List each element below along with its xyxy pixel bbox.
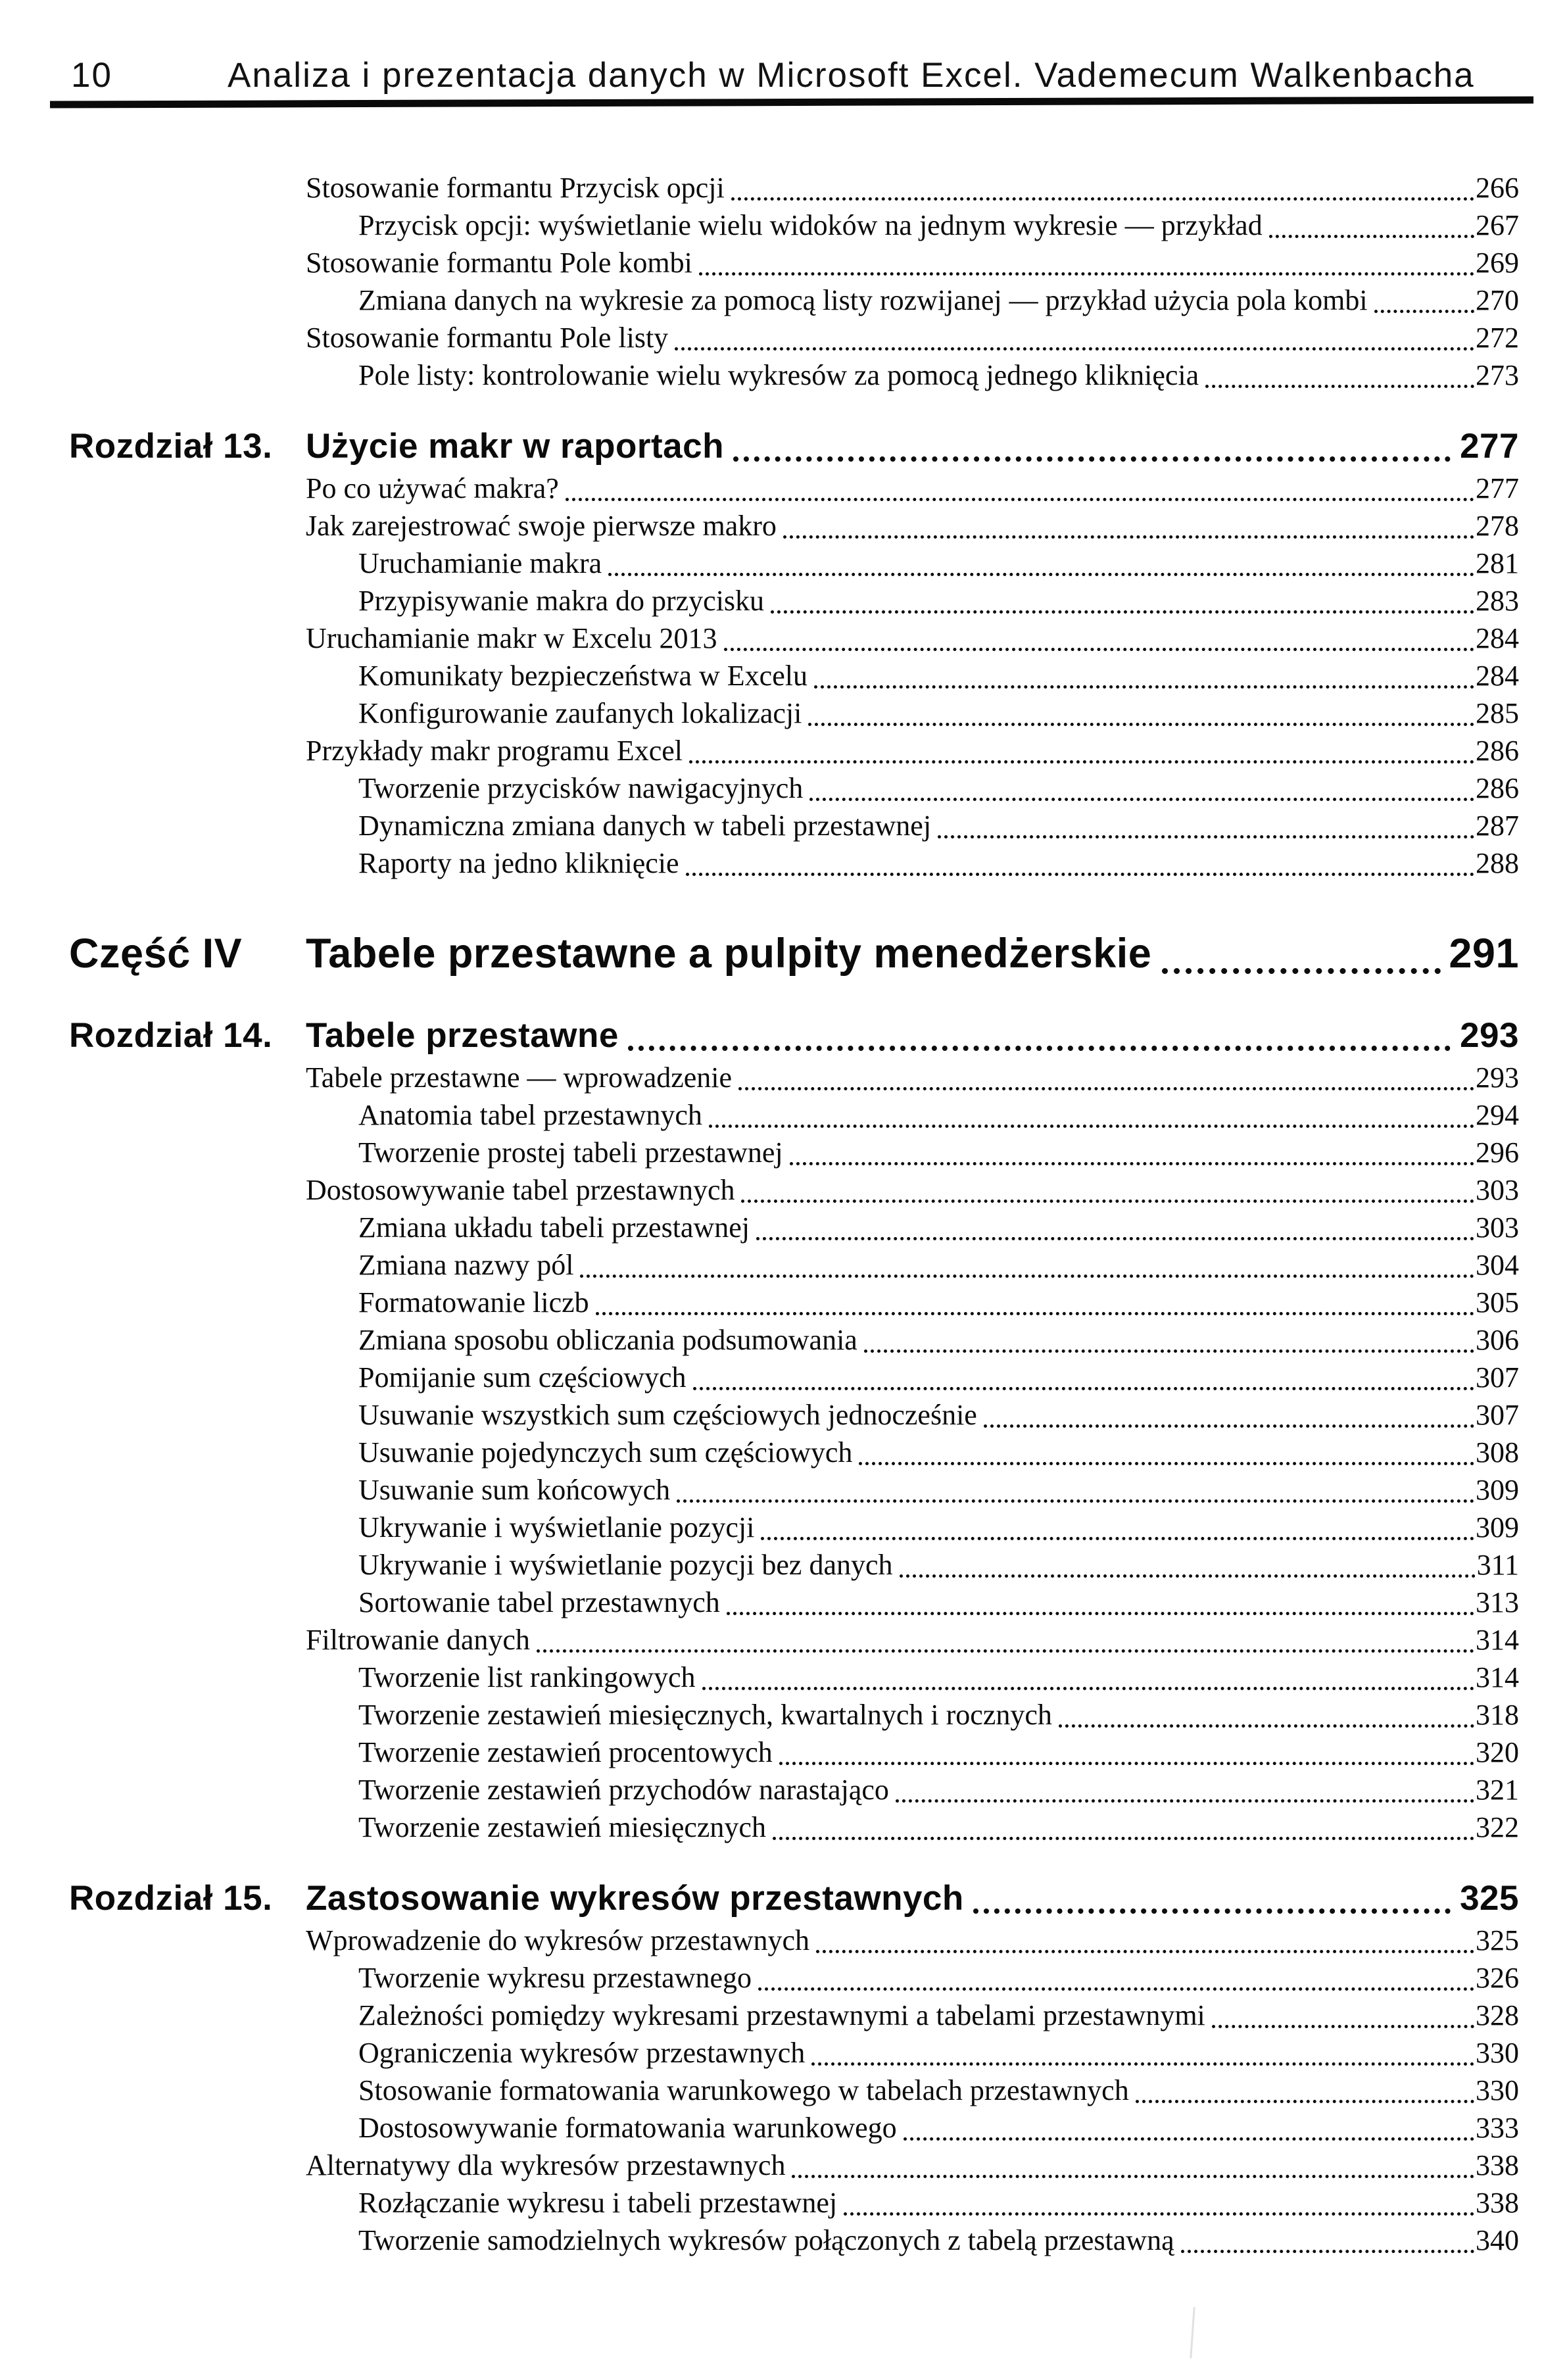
- toc-sections: [69, 169, 1519, 2259]
- toc-entry-page: 338: [1476, 2149, 1519, 2181]
- dot-leader: [675, 347, 1474, 351]
- toc-entry: [69, 732, 1519, 769]
- chapter-label: Rozdział 15.: [69, 1879, 273, 1918]
- dot-leader: [1205, 385, 1474, 388]
- toc-entry-page: 272: [1476, 322, 1519, 354]
- dot-leader: [537, 1649, 1474, 1653]
- toc-entry-title: Dostosowywanie tabel przestawnych: [306, 1174, 735, 1206]
- toc-entry-page: 330: [1476, 2074, 1519, 2106]
- toc-entry-page: 287: [1476, 810, 1519, 842]
- toc-entry: [69, 319, 1519, 356]
- toc-entry-page: 303: [1476, 1174, 1519, 1206]
- toc-entry: [69, 1584, 1519, 1621]
- dot-leader: [686, 873, 1474, 876]
- toc-entry-page: 307: [1476, 1361, 1519, 1394]
- toc-entry: [69, 2147, 1519, 2184]
- toc-entry: [69, 1809, 1519, 1846]
- dot-leader: [790, 1162, 1474, 1165]
- toc-entry-title: Zmiana nazwy pól: [358, 1249, 574, 1281]
- dot-leader: [779, 1762, 1474, 1765]
- toc-entry: [69, 1096, 1519, 1134]
- toc-entry: [69, 1696, 1519, 1734]
- toc-entry-title: Tworzenie zestawień przychodów narastająco: [358, 1774, 889, 1806]
- toc-entry-title: Uruchamianie makr w Excelu 2013: [306, 622, 717, 654]
- toc-entry: [69, 1959, 1519, 1997]
- running-header: [71, 55, 1528, 95]
- header-rule: [50, 96, 1533, 108]
- dot-leader: [733, 456, 1451, 462]
- dot-leader: [808, 723, 1474, 726]
- dot-leader: [1136, 2100, 1474, 2103]
- toc-entry-page: 286: [1476, 735, 1519, 767]
- dot-leader: [1212, 2025, 1474, 2028]
- chapter-title: Użycie makr w raportach: [306, 427, 724, 466]
- toc-chapter-heading: [69, 1013, 1519, 1059]
- toc-entry: [69, 1659, 1519, 1696]
- toc-entry-title: Uruchamianie makra: [358, 547, 602, 579]
- toc-entry: [69, 507, 1519, 545]
- chapter-label: Rozdział 13.: [69, 427, 273, 466]
- toc-entry: [69, 1246, 1519, 1284]
- toc-entry-page: 340: [1476, 2224, 1519, 2256]
- toc-entry-title: Wprowadzenie do wykresów przestawnych: [306, 1924, 810, 1956]
- toc-entry: [69, 2034, 1519, 2072]
- toc-entry-page: 307: [1476, 1399, 1519, 1431]
- toc-entry-page: 318: [1476, 1699, 1519, 1731]
- toc-entry-title: Konfigurowanie zaufanych lokalizacji: [358, 697, 802, 729]
- toc-entry: [69, 769, 1519, 807]
- toc-entry-page: 309: [1476, 1474, 1519, 1506]
- toc-entry-title: Tworzenie prostej tabeli przestawnej: [358, 1136, 783, 1169]
- toc-entry-page: 277: [1476, 472, 1519, 504]
- toc-entry-page: 305: [1476, 1286, 1519, 1319]
- chapter-page: 293: [1460, 1016, 1519, 1055]
- toc-entry: [69, 1284, 1519, 1321]
- dot-leader: [814, 685, 1474, 689]
- part-label: Część IV: [69, 931, 243, 977]
- toc-entry-page: 309: [1476, 1511, 1519, 1543]
- dot-leader: [727, 1612, 1474, 1615]
- toc-entry-title: Zmiana układu tabeli przestawnej: [358, 1211, 750, 1244]
- toc-entry-title: Po co używać makra?: [306, 472, 559, 504]
- dot-leader: [738, 1087, 1474, 1090]
- toc-entry: [69, 657, 1519, 694]
- dot-leader: [724, 648, 1474, 651]
- toc-entry-title: Raporty na jedno kliknięcie: [358, 847, 679, 879]
- toc-entry-title: Tworzenie samodzielnych wykresów połączonych z tabelą przestawną: [358, 2224, 1174, 2256]
- toc-entry: [69, 470, 1519, 507]
- toc-entry: [69, 244, 1519, 281]
- toc-entry-page: 328: [1476, 1999, 1519, 2031]
- toc-entry-title: Usuwanie sum końcowych: [358, 1474, 671, 1506]
- toc-entry-page: 322: [1476, 1811, 1519, 1843]
- toc-entry: [69, 1359, 1519, 1396]
- toc-entry-title: Przykłady makr programu Excel: [306, 735, 683, 767]
- dot-leader: [904, 2137, 1474, 2141]
- toc-entry-title: Tworzenie zestawień miesięcznych, kwartalnych i rocznych: [358, 1699, 1052, 1731]
- toc-entry-page: 330: [1476, 2037, 1519, 2069]
- dot-leader: [731, 197, 1474, 201]
- toc-entry-page: 284: [1476, 660, 1519, 692]
- scan-artifact: [1190, 2307, 1195, 2358]
- toc-entry-page: 267: [1476, 209, 1519, 241]
- dot-leader: [864, 1349, 1474, 1353]
- dot-leader: [756, 1237, 1474, 1240]
- toc-entry-title: Ukrywanie i wyświetlanie pozycji: [358, 1511, 755, 1543]
- toc-entry: [69, 1922, 1519, 1959]
- toc-entry-page: 314: [1476, 1624, 1519, 1656]
- chapter-title: Zastosowanie wykresów przestawnych: [306, 1879, 964, 1918]
- dot-leader: [973, 1908, 1451, 1914]
- dot-leader: [896, 1799, 1474, 1803]
- toc-entry-title: Tabele przestawne — wprowadzenie: [306, 1061, 733, 1094]
- dot-leader: [596, 1312, 1474, 1315]
- toc-entry: [69, 1771, 1519, 1809]
- dot-leader: [566, 498, 1474, 501]
- toc-entry-title: Tworzenie list rankingowych: [358, 1661, 696, 1693]
- toc-entry-title: Anatomia tabel przestawnych: [358, 1099, 702, 1131]
- toc-entry-title: Stosowanie formantu Pole listy: [306, 322, 669, 354]
- toc-entry-title: Alternatywy dla wykresów przestawnych: [306, 2149, 786, 2181]
- toc-entry: [69, 1321, 1519, 1359]
- toc-entry-title: Rozłączanie wykresu i tabeli przestawnej: [358, 2187, 838, 2219]
- toc-entry: [69, 1509, 1519, 1546]
- dot-leader: [741, 1200, 1474, 1203]
- dot-leader: [900, 1574, 1476, 1578]
- dot-leader: [783, 535, 1474, 539]
- toc-entry: [69, 1171, 1519, 1209]
- toc-entry-title: Ukrywanie i wyświetlanie pozycji bez danych: [358, 1549, 893, 1581]
- toc-entry: [69, 2109, 1519, 2147]
- dot-leader: [761, 1537, 1474, 1540]
- toc-entry-title: Dostosowywanie formatowania warunkowego: [358, 2112, 897, 2144]
- toc-part-heading: [69, 924, 1519, 983]
- dot-leader: [702, 1687, 1474, 1690]
- toc-entry-title: Przypisywanie makra do przycisku: [358, 585, 765, 617]
- toc-entry-title: Komunikaty bezpieczeństwa w Excelu: [358, 660, 808, 692]
- toc-entry-title: Zmiana sposobu obliczania podsumowania: [358, 1324, 857, 1356]
- dot-leader: [811, 2062, 1474, 2066]
- dot-leader: [809, 798, 1474, 801]
- toc-entry-title: Usuwanie pojedynczych sum częściowych: [358, 1436, 853, 1469]
- dot-leader: [709, 1125, 1474, 1128]
- toc-entry: [69, 1209, 1519, 1246]
- dot-leader: [1269, 235, 1474, 238]
- toc-entry-title: Formatowanie liczb: [358, 1286, 589, 1319]
- toc-entry-page: 266: [1476, 172, 1519, 204]
- dot-leader: [689, 760, 1474, 764]
- toc-entry: [69, 582, 1519, 619]
- toc-entry: [69, 1734, 1519, 1771]
- toc-entry-title: Dynamiczna zmiana danych w tabeli przestawnej: [358, 810, 932, 842]
- toc-entry: [69, 844, 1519, 882]
- toc-entry-title: Stosowanie formatowania warunkowego w tabelach przestawnych: [358, 2074, 1129, 2106]
- toc-entry-page: 296: [1476, 1136, 1519, 1169]
- part-page: 291: [1449, 931, 1519, 977]
- dot-leader: [1374, 310, 1474, 313]
- dot-leader: [771, 610, 1474, 614]
- toc-entry: [69, 694, 1519, 732]
- toc-entry-page: 278: [1476, 510, 1519, 542]
- dot-leader: [844, 2212, 1474, 2216]
- toc-entry-page: 269: [1476, 247, 1519, 279]
- header-book-title: Analiza i prezentacja danych w Microsoft Excel. Vademecum Walkenbacha: [228, 56, 1475, 95]
- toc-entry-title: Filtrowanie danych: [306, 1624, 530, 1656]
- toc-entry-page: 314: [1476, 1661, 1519, 1693]
- toc-entry: [69, 2222, 1519, 2259]
- toc-entry-title: Sortowanie tabel przestawnych: [358, 1586, 720, 1618]
- toc-entry: [69, 1997, 1519, 2034]
- dot-leader: [699, 272, 1474, 276]
- toc-entry-page: 284: [1476, 622, 1519, 654]
- toc-entry: [69, 2184, 1519, 2222]
- toc-entry-title: Przycisk opcji: wyświetlanie wielu widoków na jednym wykresie — przykład: [358, 209, 1263, 241]
- dot-leader: [693, 1387, 1474, 1390]
- chapter-title: Tabele przestawne: [306, 1016, 619, 1055]
- toc-entry: [69, 1059, 1519, 1096]
- dot-leader: [773, 1837, 1474, 1840]
- part-title: Tabele przestawne a pulpity menedżerskie: [306, 931, 1152, 977]
- toc-entry-title: Stosowanie formantu Przycisk opcji: [306, 172, 725, 204]
- toc-chapter-heading: [69, 1876, 1519, 1922]
- toc-chapter-heading: [69, 424, 1519, 470]
- toc-entry-page: 333: [1476, 2112, 1519, 2144]
- toc-entry: [69, 206, 1519, 244]
- table-of-contents: [69, 169, 1519, 2259]
- toc-entry: [69, 1396, 1519, 1434]
- toc-entry-page: 303: [1476, 1211, 1519, 1244]
- toc-entry: [69, 1621, 1519, 1659]
- toc-entry: [69, 807, 1519, 844]
- dot-leader: [1059, 1724, 1474, 1728]
- toc-entry-title: Stosowanie formantu Pole kombi: [306, 247, 692, 279]
- toc-entry-title: Jak zarejestrować swoje pierwsze makro: [306, 510, 777, 542]
- toc-entry-page: 321: [1476, 1774, 1519, 1806]
- toc-entry-page: 325: [1476, 1924, 1519, 1956]
- toc-entry-title: Pomijanie sum częściowych: [358, 1361, 687, 1394]
- toc-entry-page: 270: [1476, 284, 1519, 316]
- dot-leader: [580, 1275, 1474, 1278]
- chapter-label: Rozdział 14.: [69, 1016, 273, 1055]
- toc-entry-page: 286: [1476, 772, 1519, 804]
- toc-entry-page: 313: [1476, 1586, 1519, 1618]
- toc-entry-page: 294: [1476, 1099, 1519, 1131]
- toc-entry-title: Zależności pomiędzy wykresami przestawnymi a tabelami przestawnymi: [358, 1999, 1205, 2031]
- dot-leader: [792, 2175, 1474, 2178]
- toc-entry: [69, 1471, 1519, 1509]
- chapter-page: 277: [1460, 427, 1519, 466]
- toc-entry-page: 283: [1476, 585, 1519, 617]
- chapter-page: 325: [1460, 1879, 1519, 1918]
- toc-entry: [69, 356, 1519, 394]
- toc-entry-page: 306: [1476, 1324, 1519, 1356]
- toc-entry-page: 308: [1476, 1436, 1519, 1469]
- toc-entry-title: Ograniczenia wykresów przestawnych: [358, 2037, 806, 2069]
- toc-entry-page: 281: [1476, 547, 1519, 579]
- dot-leader: [859, 1462, 1474, 1465]
- toc-entry: [69, 1434, 1519, 1471]
- toc-entry-title: Tworzenie przycisków nawigacyjnych: [358, 772, 804, 804]
- dot-leader: [758, 1987, 1474, 1991]
- toc-entry-page: 338: [1476, 2187, 1519, 2219]
- toc-entry-title: Usuwanie wszystkich sum częściowych jednocześnie: [358, 1399, 977, 1431]
- toc-entry-title: Zmiana danych na wykresie za pomocą listy rozwijanej — przykład użycia pola kombi: [358, 284, 1368, 316]
- dot-leader: [1181, 2250, 1474, 2253]
- dot-leader: [984, 1424, 1474, 1428]
- toc-entry: [69, 2072, 1519, 2109]
- toc-entry-title: Tworzenie wykresu przestawnego: [358, 1962, 752, 1994]
- dot-leader: [816, 1950, 1474, 1953]
- toc-entry-page: 293: [1476, 1061, 1519, 1094]
- dot-leader: [628, 1046, 1451, 1051]
- toc-entry-page: 285: [1476, 697, 1519, 729]
- dot-leader: [677, 1499, 1474, 1503]
- toc-entry-page: 273: [1476, 359, 1519, 391]
- dot-leader: [608, 573, 1474, 576]
- toc-entry: [69, 545, 1519, 582]
- dot-leader: [1162, 968, 1441, 974]
- dot-leader: [938, 835, 1474, 838]
- toc-entry-page: 311: [1476, 1549, 1519, 1581]
- toc-entry-title: Pole listy: kontrolowanie wielu wykresów za pomocą jednego kliknięcia: [358, 359, 1199, 391]
- toc-entry-title: Tworzenie zestawień miesięcznych: [358, 1811, 766, 1843]
- toc-entry-page: 320: [1476, 1736, 1519, 1768]
- toc-entry-page: 326: [1476, 1962, 1519, 1994]
- toc-entry: [69, 1134, 1519, 1171]
- toc-entry: [69, 1546, 1519, 1584]
- toc-entry-page: 304: [1476, 1249, 1519, 1281]
- toc-entry: [69, 619, 1519, 657]
- toc-entry-page: 288: [1476, 847, 1519, 879]
- toc-entry: [69, 281, 1519, 319]
- header-page-number: 10: [71, 56, 112, 95]
- toc-entry: [69, 169, 1519, 206]
- toc-entry-title: Tworzenie zestawień procentowych: [358, 1736, 773, 1768]
